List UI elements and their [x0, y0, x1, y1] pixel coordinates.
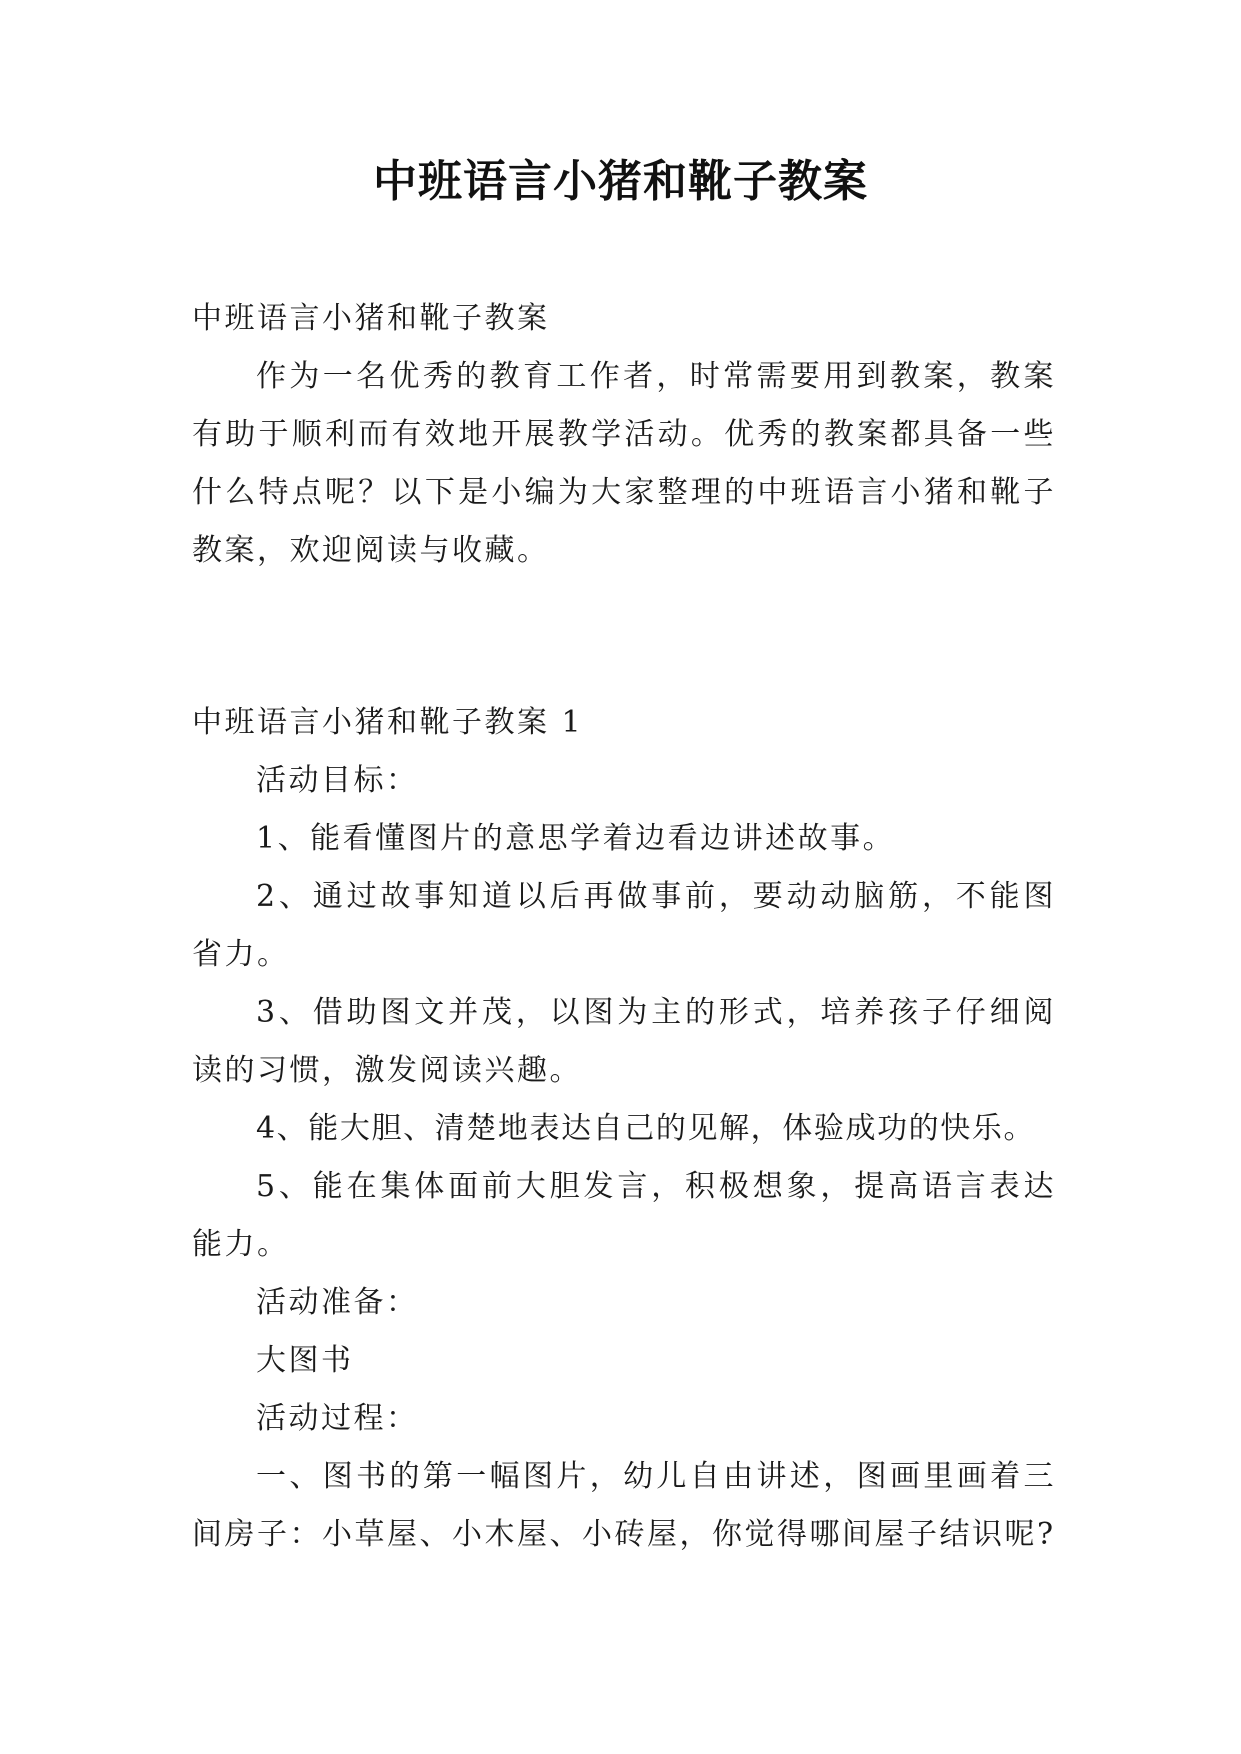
goal-item-1: 1、能看懂图片的意思学着边看边讲述故事。 — [256, 821, 896, 856]
intro-paragraph: 作为一名优秀的教育工作者，时常需要用到教案，教案有助于顺利而有效地开展教学活动。优秀的教案都具备一些什么特点呢？以下是小编为大家整理的中班语言小猪和靴子教案，欢迎阅读与收藏。 — [192, 359, 1056, 568]
section-spacer — [192, 580, 1056, 694]
process-label: 活动过程： — [256, 1401, 419, 1436]
goal-item-3: 3、借助图文并茂，以图为主的形式，培养孩子仔细阅读的习惯，激发阅读兴趣。 — [192, 995, 1056, 1088]
document-body — [192, 290, 1056, 1564]
goals-label: 活动目标： — [256, 763, 419, 798]
prep-label: 活动准备： — [256, 1285, 419, 1320]
goal-item-4: 4、能大胆、清楚地表达自己的见解，体验成功的快乐。 — [256, 1111, 1036, 1146]
prep-item: 大图书 — [256, 1343, 354, 1378]
goal-item-2: 2、通过故事知道以后再做事前，要动动脑筋，不能图省力。 — [192, 879, 1056, 972]
document-title: 中班语言小猪和靴子教案 — [373, 156, 868, 207]
intro-heading: 中班语言小猪和靴子教案 — [192, 301, 550, 336]
goal-item-5: 5、能在集体面前大胆发言，积极想象，提高语言表达能力。 — [192, 1169, 1056, 1262]
section1-heading: 中班语言小猪和靴子教案 1 — [192, 705, 584, 740]
process-step-1: 一、图书的第一幅图片，幼儿自由讲述，图画里画着三间房子：小草屋、小木屋、小砖屋，你觉得哪间屋子结识呢? — [192, 1459, 1056, 1552]
